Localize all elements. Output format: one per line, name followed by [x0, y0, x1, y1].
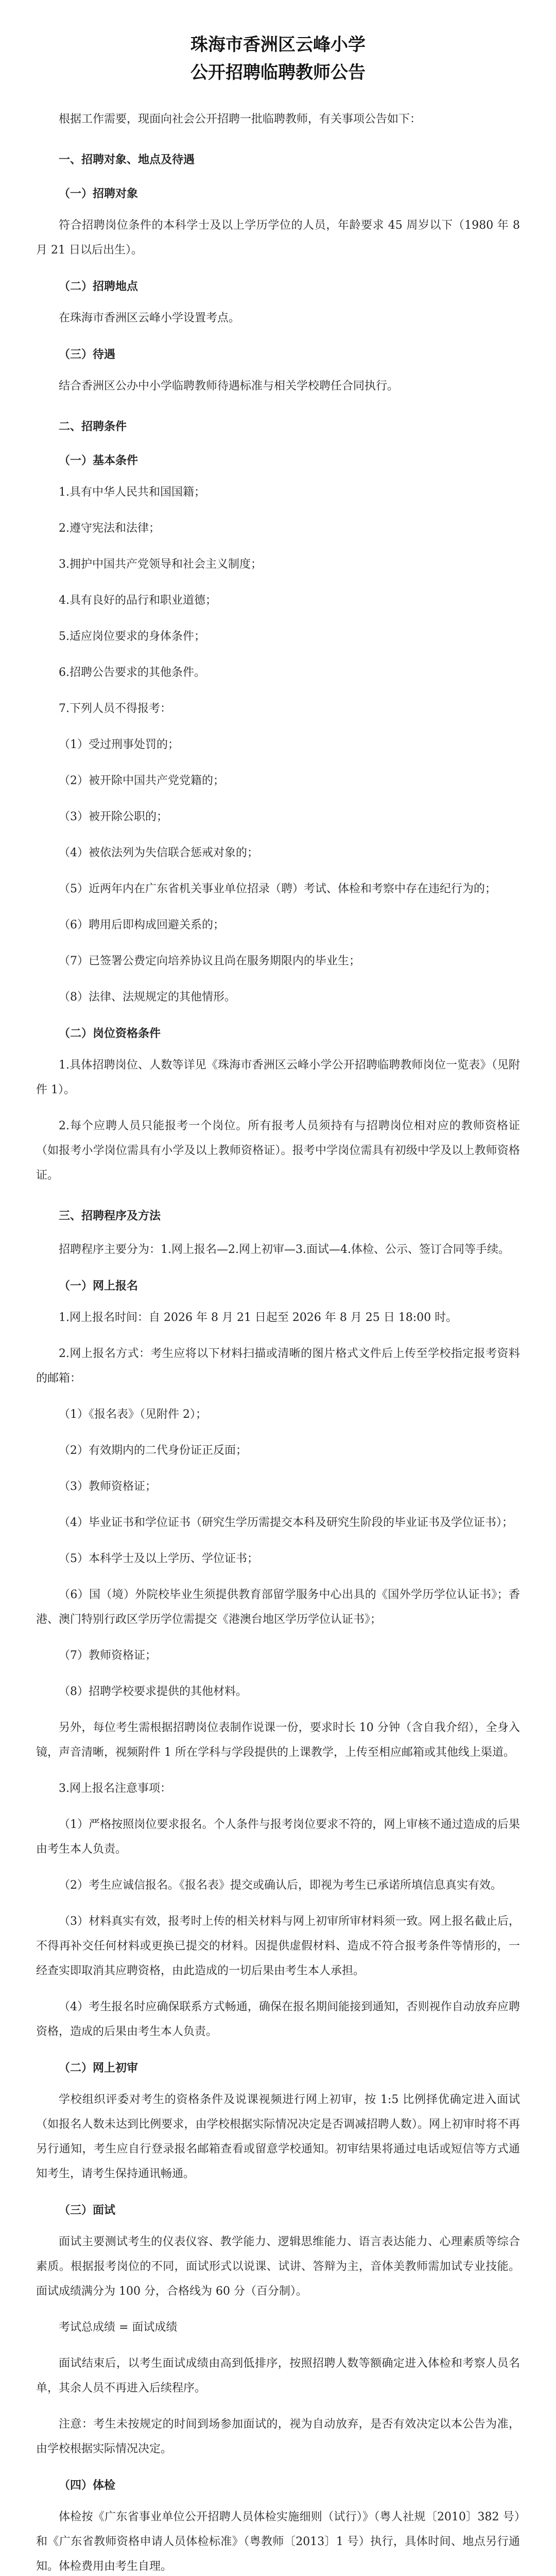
paragraph: （4）考生报名时应确保联系方式畅通，确保在报名期间能接到通知，否则视作自动放弃应聘资格，造成的后果由考生本人负责。	[36, 2001, 520, 2038]
paragraph: （5）本科学士及以上学历、学位证书；	[59, 1552, 258, 1565]
paragraph: （1）《报名表》（见附件 2）；	[59, 1408, 207, 1421]
subsection-heading: （二）岗位资格条件	[59, 1027, 161, 1040]
paragraph: 6.招聘公告要求的其他条件。	[59, 666, 205, 679]
paragraph: 1.具体招聘岗位、人数等详见《珠海市香洲区云峰小学公开招聘临聘教师岗位一览表》（见附件 1）。	[36, 1059, 520, 1096]
paragraph: （1）严格按照岗位要求报名。个人条件与报考岗位要求不符的，网上审核不通过造成的后果由考生本人负责。	[36, 1818, 520, 1856]
paragraph: 面试结束后，以考生面试成绩由高到低排序，按照招聘人数等额确定进入体检和考察人员名单，其余人员不再进入后续程序。	[36, 2357, 520, 2395]
paragraph: 体检按《广东省事业单位公开招聘人员体检实施细则（试行）》（粤人社规〔2010〕382 号）和《广东省教师资格申请人员体检标准》（粤教师〔2013〕1 号）执行，具体时间、地点另行通知。体检费用由考生自理。	[36, 2511, 520, 2573]
subsection-heading: （二）网上初审	[59, 2061, 138, 2075]
paragraph: 2.网上报名方式：考生应将以下材料扫描或清晰的图片格式文件后上传至学校指定报考资料的邮箱：	[36, 1347, 520, 1385]
paragraph: 4.具有良好的品行和职业道德；	[59, 594, 217, 607]
paragraph: （4）被依法列为失信联合惩戒对象的；	[59, 846, 258, 859]
paragraph: （6）国（境）外院校毕业生须提供教育部留学服务中心出具的《国外学历学位认证书》；香港、澳门特别行政区学历学位需提交《港澳台地区学历学位认证书》；	[36, 1588, 520, 1626]
paragraph: 根据工作需要，现面向社会公开招聘一批临聘教师，有关事项公告如下：	[59, 113, 422, 126]
paragraph: （7）已签署公费定向培养协议且尚在服务期限内的毕业生；	[59, 955, 360, 968]
paragraph: （2）有效期内的二代身份证正反面；	[59, 1444, 247, 1457]
paragraph: 注意：考生未按规定的时间到场参加面试的，视为自动放弃，是否有效决定以本公告为准，由学校根据实际情况决定。	[36, 2418, 520, 2455]
subsection-heading: （三）待遇	[59, 348, 116, 361]
subsection-heading: （一）基本条件	[59, 454, 138, 467]
paragraph: （1）受过刑事处罚的；	[59, 738, 179, 751]
paragraph: （7）教师资格证；	[59, 1649, 157, 1662]
paragraph: 学校组织评委对考生的资格条件及说课视频进行网上初审，按 1:5 比例择优确定进入面试（如报名人数未达到比例要求，由学校根据实际情况决定是否调减招聘人数）。网上初审时将不再另行通知，考生应自行登录报名邮箱查看或留意学校通知。初审结果将通过电话或短信等方式通知考生，请考生保持通讯畅通。	[36, 2093, 520, 2180]
subsection-heading: （三）面试	[59, 2204, 116, 2217]
paragraph: 3.拥护中国共产党领导和社会主义制度；	[59, 558, 262, 571]
paragraph: 1.具有中华人民共和国国籍；	[59, 486, 205, 499]
title-line-1: 珠海市香洲区云峰小学	[190, 35, 366, 55]
paragraph: 考试总成绩 = 面试成绩	[59, 2321, 178, 2334]
announcement-body	[36, 107, 520, 2576]
paragraph: （3）被开除公职的；	[59, 810, 168, 823]
paragraph: （2）考生应诚信报名。《报名表》提交或确认后，即视为考生已承诺所填信息真实有效。	[59, 1879, 502, 1892]
paragraph: （8）招聘学校要求提供的其他材料。	[59, 1685, 247, 1698]
section-heading: 二、招聘条件	[59, 420, 127, 433]
paragraph: （6）聘用后即构成回避关系的；	[59, 919, 224, 931]
paragraph: （8）法律、法规规定的其他情形。	[59, 991, 236, 1004]
paragraph: 面试主要测试考生的仪表仪容、教学能力、逻辑思维能力、语言表达能力、心理素质等综合素质。根据报考岗位的不同，面试形式以说课、试讲、答辩为主，音体美教师需加试专业技能。面试成绩满分为 100 分，合格线为 60 分（百分制）。	[36, 2235, 520, 2298]
paragraph: （3）材料真实有效，报考时上传的相关材料与网上初审所审材料须一致。网上报名截止后，不得再补交任何材料或更换已提交的材料。因提供虚假材料、造成不符合报考条件等情形的，一经查实即取消其应聘资格，由此造成的一切后果由考生本人承担。	[36, 1915, 520, 1977]
paragraph: （5）近两年内在广东省机关事业单位招录（聘）考试、体检和考察中存在违纪行为的；	[59, 883, 496, 895]
paragraph: （2）被开除中国共产党党籍的；	[59, 774, 224, 787]
paragraph: 结合香洲区公办中小学临聘教师待遇标准与相关学校聘任合同执行。	[59, 380, 399, 393]
section-heading: 一、招聘对象、地点及待遇	[59, 153, 195, 166]
paragraph: 2.每个应聘人员只能报考一个岗位。所有报考人员须持有与招聘岗位相对应的教师资格证（如报考小学岗位需具有小学及以上教师资格证）。报考中学岗位需具有初级中学及以上教师资格证。	[36, 1120, 520, 1182]
paragraph: 在珠海市香洲区云峰小学设置考点。	[59, 312, 240, 325]
section-heading: 三、招聘程序及方法	[59, 1209, 161, 1223]
title-line-2: 公开招聘临聘教师公告	[190, 62, 366, 83]
paragraph: 2.遵守宪法和法律；	[59, 522, 160, 535]
subsection-heading: （一）网上报名	[59, 1279, 138, 1293]
subsection-heading: （一）招聘对象	[59, 187, 138, 200]
subsection-heading: （二）招聘地点	[59, 280, 138, 293]
paragraph: 另外，每位考生需根据招聘岗位表制作说课一份，要求时长 10 分钟（含自我介绍），全身入镜，声音清晰，视频附件 1 所在学科与学段提供的上课教学，上传至相应邮箱或其他线上渠道。	[36, 1721, 520, 1759]
paragraph: 7.下列人员不得报考：	[59, 702, 171, 715]
subsection-heading: （四）体检	[59, 2479, 116, 2492]
paragraph: 1.网上报名时间：自 2026 年 8 月 21 日起至 2026 年 8 月 25 日 18:00 时。	[59, 1311, 458, 1324]
paragraph: （3）教师资格证；	[59, 1480, 157, 1493]
paragraph: 符合招聘岗位条件的本科学士及以上学历学位的人员，年龄要求 45 周岁以下（1980 年 8 月 21 日以后出生）。	[36, 219, 520, 257]
paragraph: 3.网上报名注意事项：	[59, 1782, 171, 1795]
page-title	[36, 31, 520, 87]
paragraph: 5.适应岗位要求的身体条件；	[59, 630, 205, 643]
paragraph: （4）毕业证书和学位证书（研究生学历需提交本科及研究生阶段的毕业证书及学位证书）；	[59, 1516, 514, 1529]
paragraph: 招聘程序主要分为：1.网上报名—2.网上初审—3.面试—4.体检、公示、签订合同等手续。	[59, 1243, 510, 1256]
